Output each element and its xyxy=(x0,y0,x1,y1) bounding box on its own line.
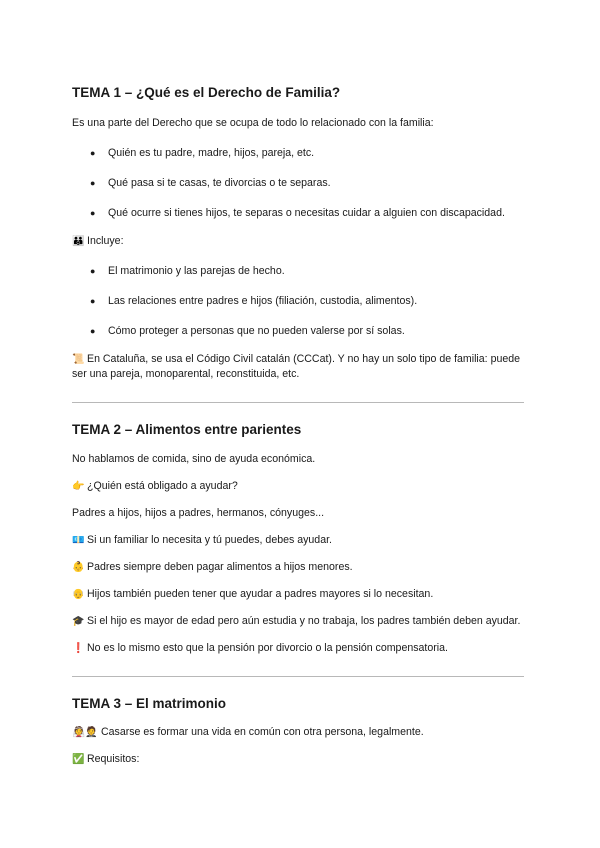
tema2-answer: Padres a hijos, hijos a padres, hermanos, cónyuges... xyxy=(72,507,325,519)
pointing-hand-icon: 👉 xyxy=(72,481,85,492)
bullet-icon: ● xyxy=(90,296,96,306)
exclamation-icon: ❗ xyxy=(72,643,85,654)
list-item: ● Cómo proteger a personas que no pueden valerse por sí solas. xyxy=(90,325,405,337)
tema3-title: TEMA 3 – El matrimonio xyxy=(72,696,227,711)
bullet-icon: ● xyxy=(90,208,96,218)
bullet-icon: ● xyxy=(90,266,96,276)
graduation-cap-icon: 🎓 xyxy=(72,616,85,627)
tema1-note: 📜 En Cataluña, se usa el Código Civil catalán (CCCat). Y no hay un solo tipo de familia: puede ser una pareja, monoparental, reconstituida, etc. xyxy=(72,353,521,380)
tema1-title: TEMA 1 – ¿Qué es el Derecho de Familia? xyxy=(72,85,341,100)
list-item: ● Qué pasa si te casas, te divorcias o te separas. xyxy=(90,177,331,189)
tema3-line: 👰🤵 Casarse es formar una vida en común con otra persona, legalmente. xyxy=(72,726,424,738)
section-divider xyxy=(72,676,524,677)
list-item: ● El matrimonio y las parejas de hecho. xyxy=(90,265,285,277)
tema1-bullet-list xyxy=(72,146,532,221)
list-item: ● Las relaciones entre padres e hijos (filiación, custodia, alimentos). xyxy=(90,295,418,307)
tema2-point: ❗ No es lo mismo esto que la pensión por divorcio o la pensión compensatoria. xyxy=(72,642,448,654)
document-content xyxy=(72,84,532,767)
tema2-point: 💶 Si un familiar lo necesita y tú puedes, debes ayudar. xyxy=(72,534,332,546)
tema2-point: 👶 Padres siempre deben pagar alimentos a hijos menores. xyxy=(72,561,353,573)
tema1-includes-heading: 👪 Incluye: xyxy=(72,235,124,247)
check-icon: ✅ xyxy=(72,754,85,765)
tema1-includes-list xyxy=(72,264,532,339)
tema3-requisitos: ✅ Requisitos: xyxy=(72,753,140,765)
baby-icon: 👶 xyxy=(72,562,85,573)
euro-icon: 💶 xyxy=(72,535,85,546)
section-divider xyxy=(72,402,524,403)
list-item: ● Quién es tu padre, madre, hijos, pareja, etc. xyxy=(90,147,315,159)
tema2-title: TEMA 2 – Alimentos entre parientes xyxy=(72,422,302,437)
tema2-question: 👉 ¿Quién está obligado a ayudar? xyxy=(72,480,238,492)
family-icon: 👪 xyxy=(72,236,85,247)
tema2-point: 👴 Hijos también pueden tener que ayudar a padres mayores si lo necesitan. xyxy=(72,588,434,600)
tema2-intro: No hablamos de comida, sino de ayuda económica. xyxy=(72,453,316,465)
bullet-icon: ● xyxy=(90,326,96,336)
list-item: ● Qué ocurre si tienes hijos, te separas o necesitas cuidar a alguien con discapacidad. xyxy=(90,207,505,219)
scroll-icon: 📜 xyxy=(72,354,85,365)
couple-icon: 👰🤵 xyxy=(72,727,98,738)
bullet-icon: ● xyxy=(90,178,96,188)
tema1-intro: Es una parte del Derecho que se ocupa de todo lo relacionado con la familia: xyxy=(72,117,434,129)
tema2-point: 🎓 Si el hijo es mayor de edad pero aún estudia y no trabaja, los padres también deben ayudar. xyxy=(72,615,521,627)
old-man-icon: 👴 xyxy=(72,589,85,600)
bullet-icon: ● xyxy=(90,148,96,158)
